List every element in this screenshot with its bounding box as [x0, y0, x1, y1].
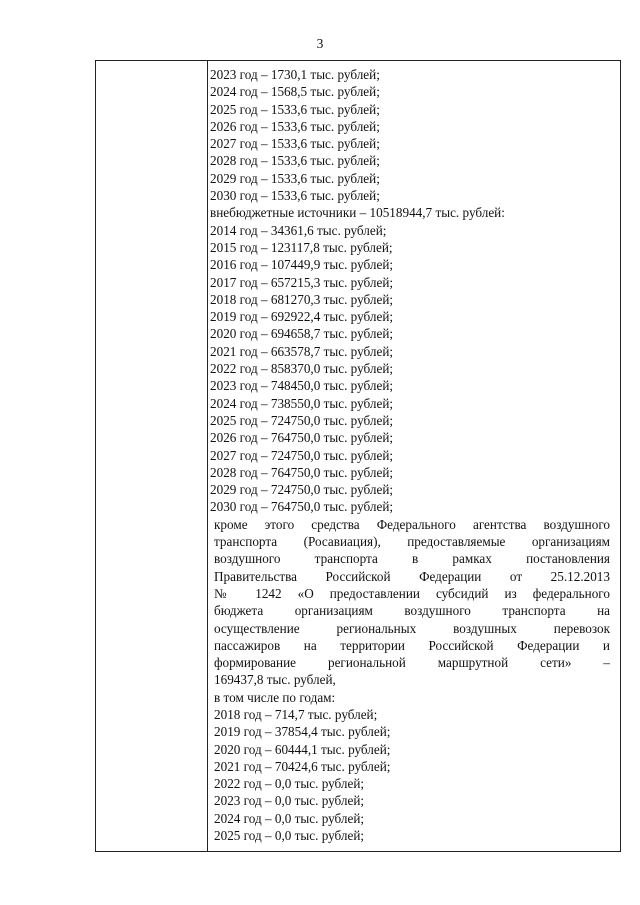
- text-line: 169437,8 тыс. рублей,: [214, 672, 336, 688]
- text-line: 2014 год – 34361,6 тыс. рублей;: [210, 222, 387, 238]
- page-number: 3: [316, 36, 324, 51]
- text-line: 2030 год – 1533,6 тыс. рублей;: [210, 188, 380, 204]
- text-line: 2020 год – 694658,7 тыс. рублей;: [210, 326, 394, 342]
- text-line: 2024 год – 738550,0 тыс. рублей;: [210, 395, 394, 411]
- text-line: 2023 год – 748450,0 тыс. рублей;: [210, 378, 394, 394]
- text-line: 2027 год – 724750,0 тыс. рублей;: [210, 447, 394, 463]
- text-line: 2022 год – 0,0 тыс. рублей;: [214, 776, 365, 792]
- text-line: 2019 год – 37854,4 тыс. рублей;: [214, 724, 391, 740]
- column-divider: [207, 61, 208, 851]
- text-line: Правительства Российской Федерации от 25.12.2013: [214, 568, 610, 584]
- text-line: 2027 год – 1533,6 тыс. рублей;: [210, 136, 380, 152]
- text-line: 2029 год – 1533,6 тыс. рублей;: [210, 170, 380, 186]
- text-line: в том числе по годам:: [214, 689, 336, 705]
- paragraph-rosaviatsia: [210, 516, 610, 689]
- text-line: 2026 год – 1533,6 тыс. рублей;: [210, 118, 380, 134]
- text-line: формирование региональной маршрутной сети» –: [214, 655, 610, 671]
- text-line: 2029 год – 724750,0 тыс. рублей;: [210, 482, 394, 498]
- text-line: 2025 год – 724750,0 тыс. рублей;: [210, 412, 394, 428]
- text-line: 2025 год – 0,0 тыс. рублей;: [214, 828, 365, 844]
- funding-lines-b: [210, 689, 610, 845]
- text-line: 2019 год – 692922,4 тыс. рублей;: [210, 309, 394, 325]
- text-line: 2023 год – 1730,1 тыс. рублей;: [210, 67, 380, 82]
- text-line: 2023 год – 0,0 тыс. рублей;: [214, 793, 365, 809]
- funding-lines-a: [210, 66, 610, 516]
- text-line: воздушного транспорта в рамках постановления: [214, 551, 610, 567]
- text-line: 2020 год – 60444,1 тыс. рублей;: [214, 741, 391, 757]
- text-line: 2024 год – 0,0 тыс. рублей;: [214, 810, 365, 826]
- text-line: 2022 год – 858370,0 тыс. рублей;: [210, 361, 394, 377]
- text-line: кроме этого средства Федерального агентства воздушного: [214, 516, 610, 532]
- text-line: 2017 год – 657215,3 тыс. рублей;: [210, 274, 394, 290]
- text-line: внебюджетные источники – 10518944,7 тыс. рублей:: [210, 205, 505, 221]
- table-cell-content: [210, 66, 610, 844]
- text-line: 2025 год – 1533,6 тыс. рублей;: [210, 101, 380, 117]
- text-line: бюджета организациям воздушного транспорта на: [214, 603, 610, 619]
- text-line: № 1242 «О предоставлении субсидий из федерального: [214, 585, 610, 601]
- document-table: [95, 60, 621, 852]
- text-line: 2030 год – 764750,0 тыс. рублей;: [210, 499, 394, 515]
- text-line: транспорта (Росавиация), предоставляемые организациям: [214, 534, 610, 550]
- text-line: 2028 год – 1533,6 тыс. рублей;: [210, 153, 380, 169]
- text-line: 2018 год – 714,7 тыс. рублей;: [214, 706, 378, 722]
- text-line: 2018 год – 681270,3 тыс. рублей;: [210, 291, 394, 307]
- text-line: 2028 год – 764750,0 тыс. рублей;: [210, 464, 394, 480]
- text-line: 2026 год – 764750,0 тыс. рублей;: [210, 430, 394, 446]
- text-line: осуществление региональных воздушных перевозок: [214, 620, 610, 636]
- text-line: 2015 год – 123117,8 тыс. рублей;: [210, 239, 393, 255]
- text-line: 2024 год – 1568,5 тыс. рублей;: [210, 84, 380, 100]
- text-line: 2016 год – 107449,9 тыс. рублей;: [210, 257, 394, 273]
- text-line: 2021 год – 663578,7 тыс. рублей;: [210, 343, 394, 359]
- text-line: пассажиров на территории Российской Федерации и: [214, 637, 610, 653]
- text-line: 2021 год – 70424,6 тыс. рублей;: [214, 758, 391, 774]
